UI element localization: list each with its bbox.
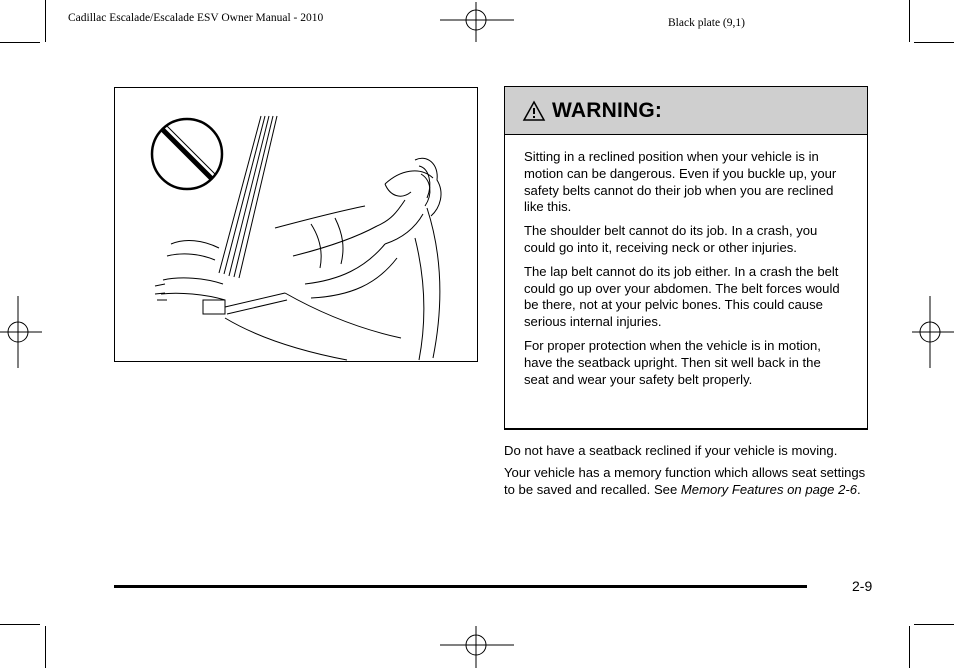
registration-mark-top — [438, 2, 516, 44]
body-paragraph-memory — [504, 465, 866, 499]
warning-box — [504, 86, 868, 430]
warning-paragraph: The lap belt cannot do its job either. In a crash the belt could go up over your abdomen. The belt forces would be there, not at your pelvic bones. This could cause serious internal injuries. — [524, 263, 840, 330]
warning-paragraph: Sitting in a reclined position when your vehicle is in motion can be dangerous. Even if you buckle up, your safety belts cannot do their job when you are reclined like this. — [524, 149, 837, 215]
body-text — [504, 443, 866, 503]
memory-features-link[interactable]: Memory Features on page 2-6 — [680, 481, 858, 497]
illustration-drawing — [115, 88, 477, 361]
registration-mark-bottom — [438, 624, 516, 668]
body-paragraph: Do not have a seatback reclined if your vehicle is moving. — [504, 443, 838, 458]
warning-header — [505, 87, 867, 135]
manual-title: Cadillac Escalade/Escalade ESV Owner Manual - 2010 — [68, 12, 324, 24]
footer-rule — [114, 585, 807, 588]
registration-mark-left — [0, 296, 42, 368]
plate-label: Black plate (9,1) — [668, 17, 745, 29]
warning-paragraph: The shoulder belt cannot do its job. In a crash, you could go into it, receiving neck or other injuries. — [524, 223, 818, 255]
warning-title: WARNING: — [552, 98, 663, 122]
registration-mark-right — [912, 296, 954, 368]
warning-body — [505, 135, 867, 388]
memory-text: Your vehicle has a memory function which allows seat settings to be saved and recalled. See — [504, 464, 866, 497]
warning-triangle-icon — [522, 100, 546, 122]
page-number: 2-9 — [852, 578, 873, 594]
reclined-passenger-illustration — [114, 87, 478, 362]
warning-paragraph: For proper protection when the vehicle is in motion, have the seatback upright. Then sit well back in the seat and wear your safety belt properly. — [524, 337, 821, 387]
memory-text-end: . — [857, 481, 861, 497]
no-reclining-symbol — [152, 119, 222, 189]
